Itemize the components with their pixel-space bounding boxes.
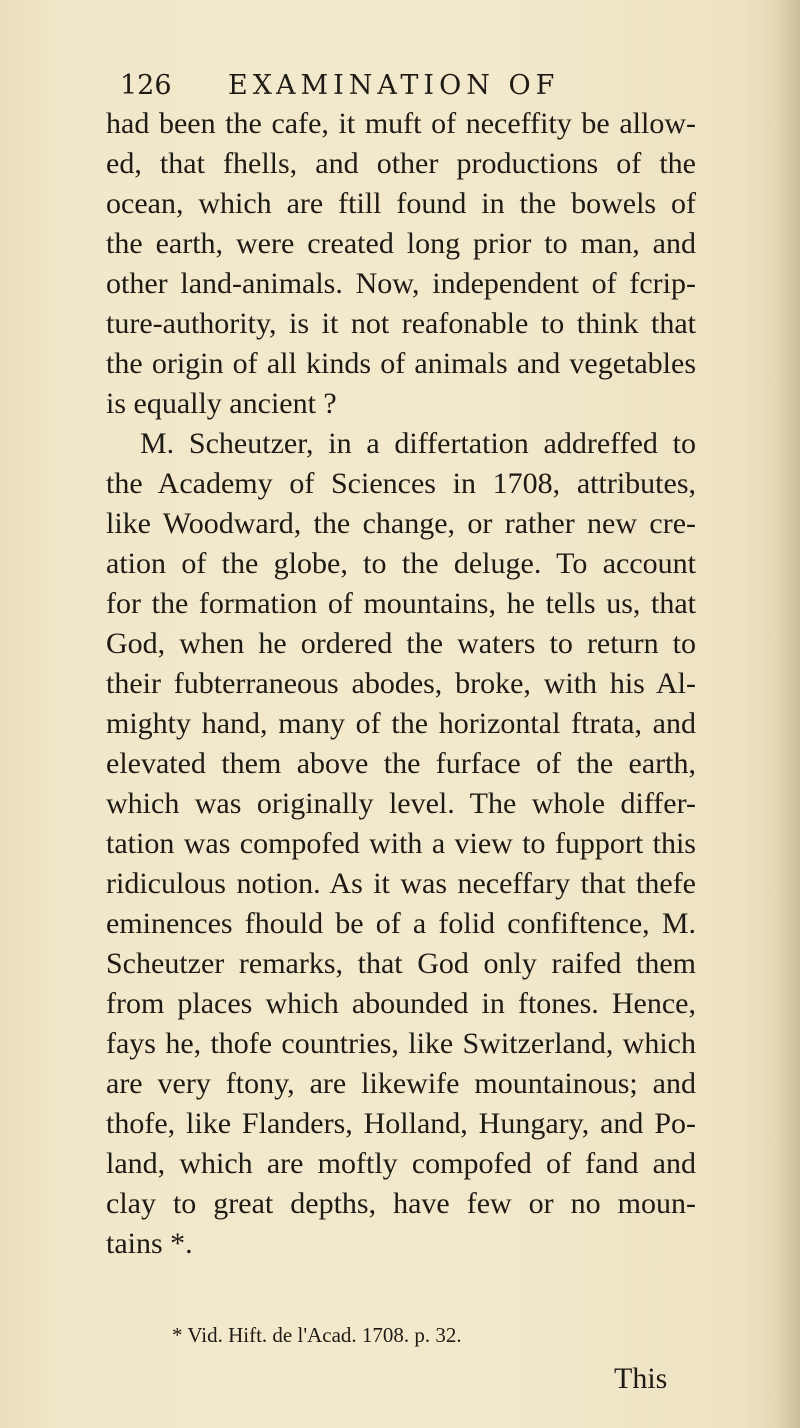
text-line: are very ftony, are likewife mountainous; and — [106, 1067, 696, 1100]
text-line: for the formation of mountains, he tells us, that — [106, 587, 696, 620]
text-line: the earth, were created long prior to man, and — [106, 227, 696, 260]
text-line: other land-animals. Now, independent of fcrip- — [106, 267, 696, 300]
body-text — [106, 104, 696, 1264]
text-line: ation of the globe, to the deluge. To account — [106, 547, 696, 580]
text-line: thofe, like Flanders, Holland, Hungary, and Po- — [106, 1107, 696, 1140]
text-line: land, which are moftly compofed of fand and — [106, 1147, 696, 1180]
text-line: ture-authority, is it not reafonable to think that — [106, 307, 696, 340]
text-line: the origin of all kinds of animals and vegetables — [106, 347, 696, 380]
text-line: M. Scheutzer, in a differtation addreffed to — [140, 427, 696, 460]
text-line: mighty hand, many of the horizontal ftrata, and — [106, 707, 696, 740]
text-line: ocean, which are ftill found in the bowels of — [106, 187, 696, 220]
page-number: 126 — [120, 70, 172, 101]
text-line: eminences fhould be of a folid confiftence, M. — [106, 907, 696, 940]
text-line: ed, that fhells, and other productions of the — [106, 147, 696, 180]
text-line: tation was compofed with a view to fupport this — [106, 827, 696, 860]
page-edge-shadow — [776, 0, 800, 1428]
text-line: their fubterraneous abodes, broke, with his Al- — [106, 667, 696, 700]
text-line: elevated them above the furface of the earth, — [106, 747, 696, 780]
text-line: tains *. — [106, 1227, 193, 1260]
text-line: is equally ancient ? — [106, 387, 337, 420]
text-line: which was originally level. The whole differ- — [106, 787, 696, 820]
text-line: clay to great depths, have few or no moun- — [106, 1187, 696, 1220]
text-line: from places which abounded in ftones. Hence, — [106, 987, 696, 1020]
text-line: fays he, thofe countries, like Switzerland, which — [106, 1027, 696, 1060]
text-line: like Woodward, the change, or rather new cre- — [106, 507, 696, 540]
text-line: ridiculous notion. As it was neceffary that thefe — [106, 867, 696, 900]
running-head: EXAMINATION OF — [228, 70, 560, 101]
text-line: Scheutzer remarks, that God only raifed them — [106, 947, 696, 980]
footnote: * Vid. Hift. de l'Acad. 1708. p. 32. — [172, 1323, 462, 1347]
text-line: had been the cafe, it muft of neceffity be allow- — [106, 107, 696, 140]
text-line: God, when he ordered the waters to return to — [106, 627, 696, 660]
text-line: the Academy of Sciences in 1708, attributes, — [106, 467, 696, 500]
catchword: This — [614, 1362, 668, 1395]
